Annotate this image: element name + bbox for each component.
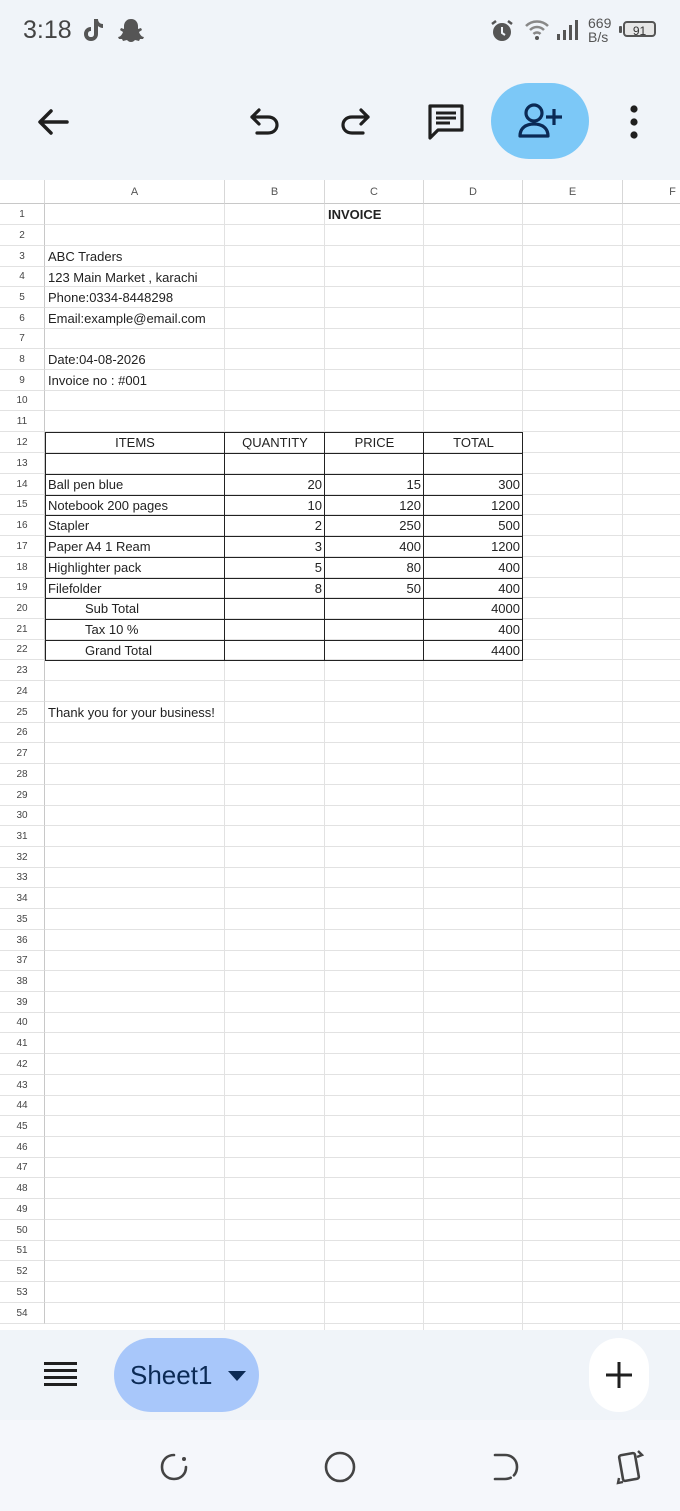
- table-border: [45, 578, 523, 579]
- row-header[interactable]: 15: [0, 495, 45, 515]
- row-header[interactable]: 24: [0, 681, 45, 702]
- column-header-d[interactable]: D: [424, 180, 523, 204]
- row-header[interactable]: 12: [0, 432, 45, 453]
- grid-line: [45, 1198, 680, 1199]
- grid-line: [45, 908, 680, 909]
- item-name[interactable]: Filefolder: [48, 581, 102, 596]
- row-header[interactable]: 37: [0, 951, 45, 971]
- grid-line: [45, 742, 680, 743]
- grid-line: [324, 204, 325, 1330]
- item-total[interactable]: 300: [498, 477, 520, 492]
- table-border: [45, 557, 523, 558]
- item-qty[interactable]: 3: [314, 539, 322, 554]
- recent-apps-icon[interactable]: [158, 1451, 190, 1483]
- row-header[interactable]: 35: [0, 909, 45, 930]
- row-header[interactable]: 41: [0, 1033, 45, 1054]
- grid-line: [45, 1053, 680, 1054]
- network-speed: [588, 16, 611, 44]
- cell-c1-title[interactable]: INVOICE: [328, 207, 382, 222]
- battery-level: 91: [632, 24, 647, 38]
- item-qty[interactable]: 2: [314, 518, 322, 533]
- item-name[interactable]: Notebook 200 pages: [48, 498, 168, 513]
- grid-line: [45, 763, 680, 764]
- grid-line: [45, 1323, 680, 1324]
- row-header[interactable]: 23: [0, 660, 45, 681]
- column-header-a[interactable]: A: [45, 180, 225, 204]
- top-toolbar: [0, 62, 680, 180]
- row-header[interactable]: 43: [0, 1075, 45, 1096]
- comment-icon: [426, 102, 466, 142]
- grid-line: [45, 1115, 680, 1116]
- sheet-tab-sheet1[interactable]: [114, 1338, 259, 1412]
- grid-line: [45, 410, 680, 411]
- row-header[interactable]: 2: [0, 225, 45, 246]
- sheet-tabs-bar: [0, 1330, 680, 1420]
- grid-line: [45, 887, 680, 888]
- table-border: [45, 453, 523, 454]
- subtotal-label[interactable]: Sub Total: [85, 601, 139, 616]
- grid-line: [45, 825, 680, 826]
- redo-icon: [338, 106, 372, 138]
- grand-total-label[interactable]: Grand Total: [85, 643, 152, 658]
- grid-line: [45, 1260, 680, 1261]
- row-header[interactable]: 53: [0, 1282, 45, 1303]
- table-border: [45, 660, 523, 661]
- back-nav-icon[interactable]: [489, 1451, 521, 1483]
- item-price[interactable]: 50: [406, 581, 421, 596]
- row-header[interactable]: 46: [0, 1137, 45, 1158]
- all-sheets-menu-icon[interactable]: [44, 1360, 77, 1388]
- row-header[interactable]: 31: [0, 826, 45, 847]
- status-time: 3:18: [23, 16, 72, 44]
- row-header[interactable]: 11: [0, 411, 45, 432]
- grid-line: [45, 950, 680, 951]
- table-border: [224, 432, 225, 660]
- item-name[interactable]: Stapler: [48, 518, 90, 533]
- row-header[interactable]: 30: [0, 806, 45, 826]
- row-header[interactable]: 14: [0, 474, 45, 495]
- column-header-f[interactable]: F: [623, 180, 680, 204]
- add-sheet-button[interactable]: [589, 1338, 649, 1412]
- table-border: [45, 432, 46, 660]
- signal-icon: [556, 19, 580, 41]
- row-header[interactable]: 40: [0, 1013, 45, 1033]
- cell-a3-company[interactable]: ABC Traders: [48, 249, 123, 264]
- table-border: [45, 515, 523, 516]
- row-header[interactable]: 18: [0, 557, 45, 578]
- undo-button[interactable]: [242, 100, 288, 144]
- row-header[interactable]: 7: [0, 329, 45, 349]
- caret-down-icon: [227, 1370, 247, 1382]
- row-header[interactable]: 26: [0, 723, 45, 743]
- grid-line: [45, 1074, 680, 1075]
- row-header[interactable]: 47: [0, 1158, 45, 1178]
- table-border: [45, 640, 523, 641]
- undo-icon: [248, 106, 282, 138]
- row-header[interactable]: 21: [0, 619, 45, 640]
- select-all-corner[interactable]: [0, 180, 45, 204]
- row-header[interactable]: 44: [0, 1096, 45, 1116]
- grid-line: [423, 204, 424, 1330]
- item-qty[interactable]: 20: [307, 477, 322, 492]
- more-options-button[interactable]: [618, 98, 650, 146]
- cell-a5-phone[interactable]: Phone:0334-8448298: [48, 290, 174, 305]
- item-price[interactable]: 80: [406, 560, 421, 575]
- row-header[interactable]: 27: [0, 743, 45, 764]
- status-bar: [0, 0, 680, 62]
- network-speed-unit: B/s: [588, 29, 609, 45]
- row-header[interactable]: 36: [0, 930, 45, 951]
- more-vert-icon: [629, 105, 639, 139]
- grid-line: [45, 1032, 680, 1033]
- back-arrow-icon: [36, 107, 70, 137]
- header-total[interactable]: TOTAL: [453, 435, 494, 450]
- row-header[interactable]: 4: [0, 267, 45, 287]
- table-border: [45, 432, 523, 433]
- item-name[interactable]: Highlighter pack: [48, 560, 142, 575]
- row-header[interactable]: 51: [0, 1241, 45, 1261]
- row-header[interactable]: 52: [0, 1261, 45, 1282]
- row-header[interactable]: 42: [0, 1054, 45, 1075]
- row-header[interactable]: 29: [0, 785, 45, 806]
- row-header[interactable]: 50: [0, 1220, 45, 1241]
- row-header[interactable]: 3: [0, 246, 45, 267]
- spreadsheet-grid[interactable]: [0, 180, 680, 1330]
- grid-line: [45, 1302, 680, 1303]
- back-button[interactable]: [30, 100, 76, 144]
- item-price[interactable]: 15: [406, 477, 421, 492]
- row-header[interactable]: 1: [0, 204, 45, 225]
- row-header[interactable]: 10: [0, 391, 45, 411]
- item-price[interactable]: 400: [399, 539, 421, 554]
- sheet-tab-label: Sheet1: [130, 1360, 213, 1390]
- item-total[interactable]: 400: [498, 581, 520, 596]
- home-icon[interactable]: [323, 1450, 357, 1484]
- row-header[interactable]: 20: [0, 598, 45, 619]
- grid-line: [45, 929, 680, 930]
- table-border: [423, 432, 424, 660]
- alarm-icon: [489, 18, 515, 44]
- item-qty[interactable]: 5: [314, 560, 322, 575]
- item-total[interactable]: 500: [498, 518, 520, 533]
- grid-line: [45, 1157, 680, 1158]
- cell-a6-email[interactable]: Email:example@email.com: [48, 311, 206, 326]
- row-header[interactable]: 48: [0, 1178, 45, 1199]
- item-name[interactable]: Ball pen blue: [48, 477, 124, 492]
- grid-line: [45, 805, 680, 806]
- system-nav-bar: [0, 1420, 680, 1511]
- table-border: [45, 474, 523, 475]
- comment-button[interactable]: [422, 98, 470, 146]
- snapchat-icon: [117, 17, 145, 43]
- network-speed-value: 669: [588, 15, 612, 31]
- wifi-icon: [524, 18, 550, 42]
- row-header[interactable]: 16: [0, 515, 45, 536]
- item-total[interactable]: 1200: [491, 498, 520, 513]
- grid-line: [622, 204, 623, 1330]
- grid-line: [45, 991, 680, 992]
- tiktok-icon: [81, 17, 105, 43]
- row-header[interactable]: 39: [0, 992, 45, 1013]
- row-header[interactable]: 33: [0, 868, 45, 888]
- header-price[interactable]: PRICE: [354, 435, 395, 450]
- grid-line: [45, 784, 680, 785]
- redo-button[interactable]: [332, 100, 378, 144]
- row-header[interactable]: 25: [0, 702, 45, 723]
- item-qty[interactable]: 8: [314, 581, 322, 596]
- plus-icon: [604, 1360, 634, 1390]
- row-header[interactable]: 17: [0, 536, 45, 557]
- item-qty[interactable]: 10: [307, 498, 322, 513]
- row-header[interactable]: 45: [0, 1116, 45, 1137]
- row-header[interactable]: 32: [0, 847, 45, 868]
- grid-line: [45, 1281, 680, 1282]
- battery-icon: [623, 21, 656, 37]
- cell-a9-invoice-no[interactable]: Invoice no : #001: [48, 373, 148, 388]
- grid-line: [45, 846, 680, 847]
- header-quantity[interactable]: QUANTITY: [242, 435, 308, 450]
- item-price[interactable]: 250: [399, 518, 421, 533]
- rotate-screen-icon[interactable]: [616, 1448, 644, 1486]
- table-border: [45, 619, 523, 620]
- row-header[interactable]: 13: [0, 453, 45, 474]
- table-border: [522, 432, 523, 660]
- row-header[interactable]: 54: [0, 1303, 45, 1324]
- grid-line: [45, 1012, 680, 1013]
- cell-a25-thanks[interactable]: Thank you for your business!: [48, 705, 215, 720]
- table-border: [45, 598, 523, 599]
- row-header[interactable]: 9: [0, 370, 45, 391]
- row-header[interactable]: 8: [0, 349, 45, 370]
- share-button[interactable]: [491, 83, 589, 159]
- row-header[interactable]: 38: [0, 971, 45, 992]
- grid-line: [45, 1136, 680, 1137]
- row-header[interactable]: 28: [0, 764, 45, 785]
- row-header[interactable]: 34: [0, 888, 45, 909]
- table-border: [45, 495, 523, 496]
- grid-line: [45, 1240, 680, 1241]
- grid-line: [45, 970, 680, 971]
- item-total[interactable]: 400: [498, 560, 520, 575]
- grid-line: [522, 204, 523, 1330]
- item-price[interactable]: 120: [399, 498, 421, 513]
- tax-value[interactable]: 400: [498, 622, 520, 637]
- header-items[interactable]: ITEMS: [115, 435, 155, 450]
- grand-total-value[interactable]: 4400: [491, 643, 520, 658]
- grid-line: [45, 1219, 680, 1220]
- add-person-icon: [517, 101, 563, 141]
- row-header[interactable]: 49: [0, 1199, 45, 1220]
- row-header[interactable]: 22: [0, 640, 45, 660]
- table-border: [324, 432, 325, 660]
- column-header-c[interactable]: C: [325, 180, 424, 204]
- column-header-e[interactable]: E: [523, 180, 623, 204]
- row-header[interactable]: 6: [0, 308, 45, 329]
- item-name[interactable]: Paper A4 1 Ream: [48, 539, 151, 554]
- grid-line: [45, 1177, 680, 1178]
- item-total[interactable]: 1200: [491, 539, 520, 554]
- tax-label[interactable]: Tax 10 %: [85, 622, 139, 637]
- column-header-b[interactable]: B: [225, 180, 325, 204]
- subtotal-value[interactable]: 4000: [491, 601, 520, 616]
- grid-line: [45, 1095, 680, 1096]
- grid-line: [45, 867, 680, 868]
- cell-a8-date[interactable]: Date:04-08-2026: [48, 352, 146, 367]
- cell-a4-address[interactable]: 123 Main Market , karachi: [48, 270, 198, 285]
- grid-line: [45, 680, 680, 681]
- row-header[interactable]: 19: [0, 578, 45, 598]
- table-border: [45, 536, 523, 537]
- row-header[interactable]: 5: [0, 287, 45, 308]
